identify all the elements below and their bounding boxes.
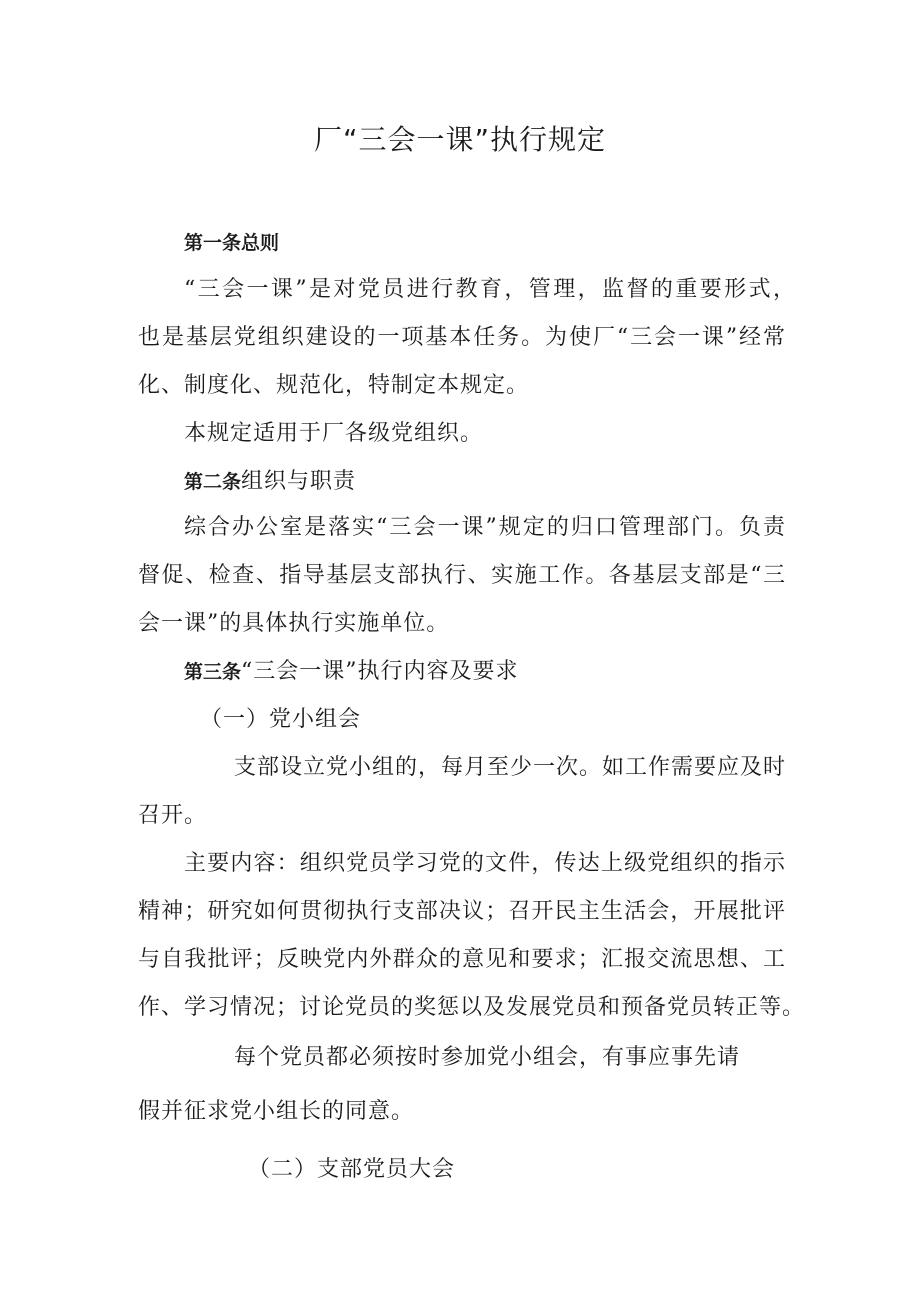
article1-para1-line3: 化、制度化、规范化，特制定本规定。 <box>138 373 530 398</box>
section1-para1-line2: 召开。 <box>138 803 208 828</box>
article2-heading: 第二条 <box>184 471 242 493</box>
article3-heading-line <box>184 654 519 685</box>
section1-para2-line1: 主要内容：组织党员学习党的文件，传达上级党组织的指示 <box>184 851 786 876</box>
section1-heading: （一）党小组会 <box>200 707 362 732</box>
article1-para1-line1: “三会一课”是对党员进行教育，管理，监督的重要形式， <box>184 277 796 302</box>
section1-para3-line1: 每个党员都必须按时参加党小组会，有事应事先请 <box>234 1045 741 1070</box>
section1-para2-line3: 与自我批评；反映党内外群众的意见和要求；汇报交流思想、工 <box>138 947 786 972</box>
section1-para2-line2: 精神；研究如何贯彻执行支部决议；召开民主生活会，开展批评 <box>138 899 786 924</box>
article1-para2: 本规定适用于厂各级党组织。 <box>184 421 484 446</box>
article3-heading: 第三条 <box>184 661 242 683</box>
article3-heading-rest: “三会一课”执行内容及要求 <box>241 659 519 684</box>
section1-para3-line2: 假并征求党小组长的同意。 <box>138 1099 415 1124</box>
article2-para1-line2: 督促、检查、指导基层支部执行、实施工作。各基层支部是“三 <box>138 563 786 588</box>
article2-para1-line3: 会一课”的具体执行实施单位。 <box>138 611 450 636</box>
article2-heading-rest: 组织与职责 <box>241 469 357 494</box>
article2-para1-line1: 综合办公室是落实“三会一课”规定的归口管理部门。负责 <box>184 515 786 540</box>
section1-para2-line4: 作、学习情况；讨论党员的奖惩以及发展党员和预备党员转正等。 <box>138 995 806 1020</box>
document-title: 厂“三会一课”执行规定 <box>313 123 606 156</box>
article2-heading-line <box>184 464 356 495</box>
article1-heading: 第一条总则 <box>184 232 280 254</box>
section1-para1-line1: 支部设立党小组的，每月至少一次。如工作需要应及时 <box>234 755 787 780</box>
section2-heading: （二）支部党员大会 <box>248 1157 456 1182</box>
article1-para1-line2: 也是基层党组织建设的一项基本任务。为使厂“三会一课”经常 <box>138 325 786 350</box>
